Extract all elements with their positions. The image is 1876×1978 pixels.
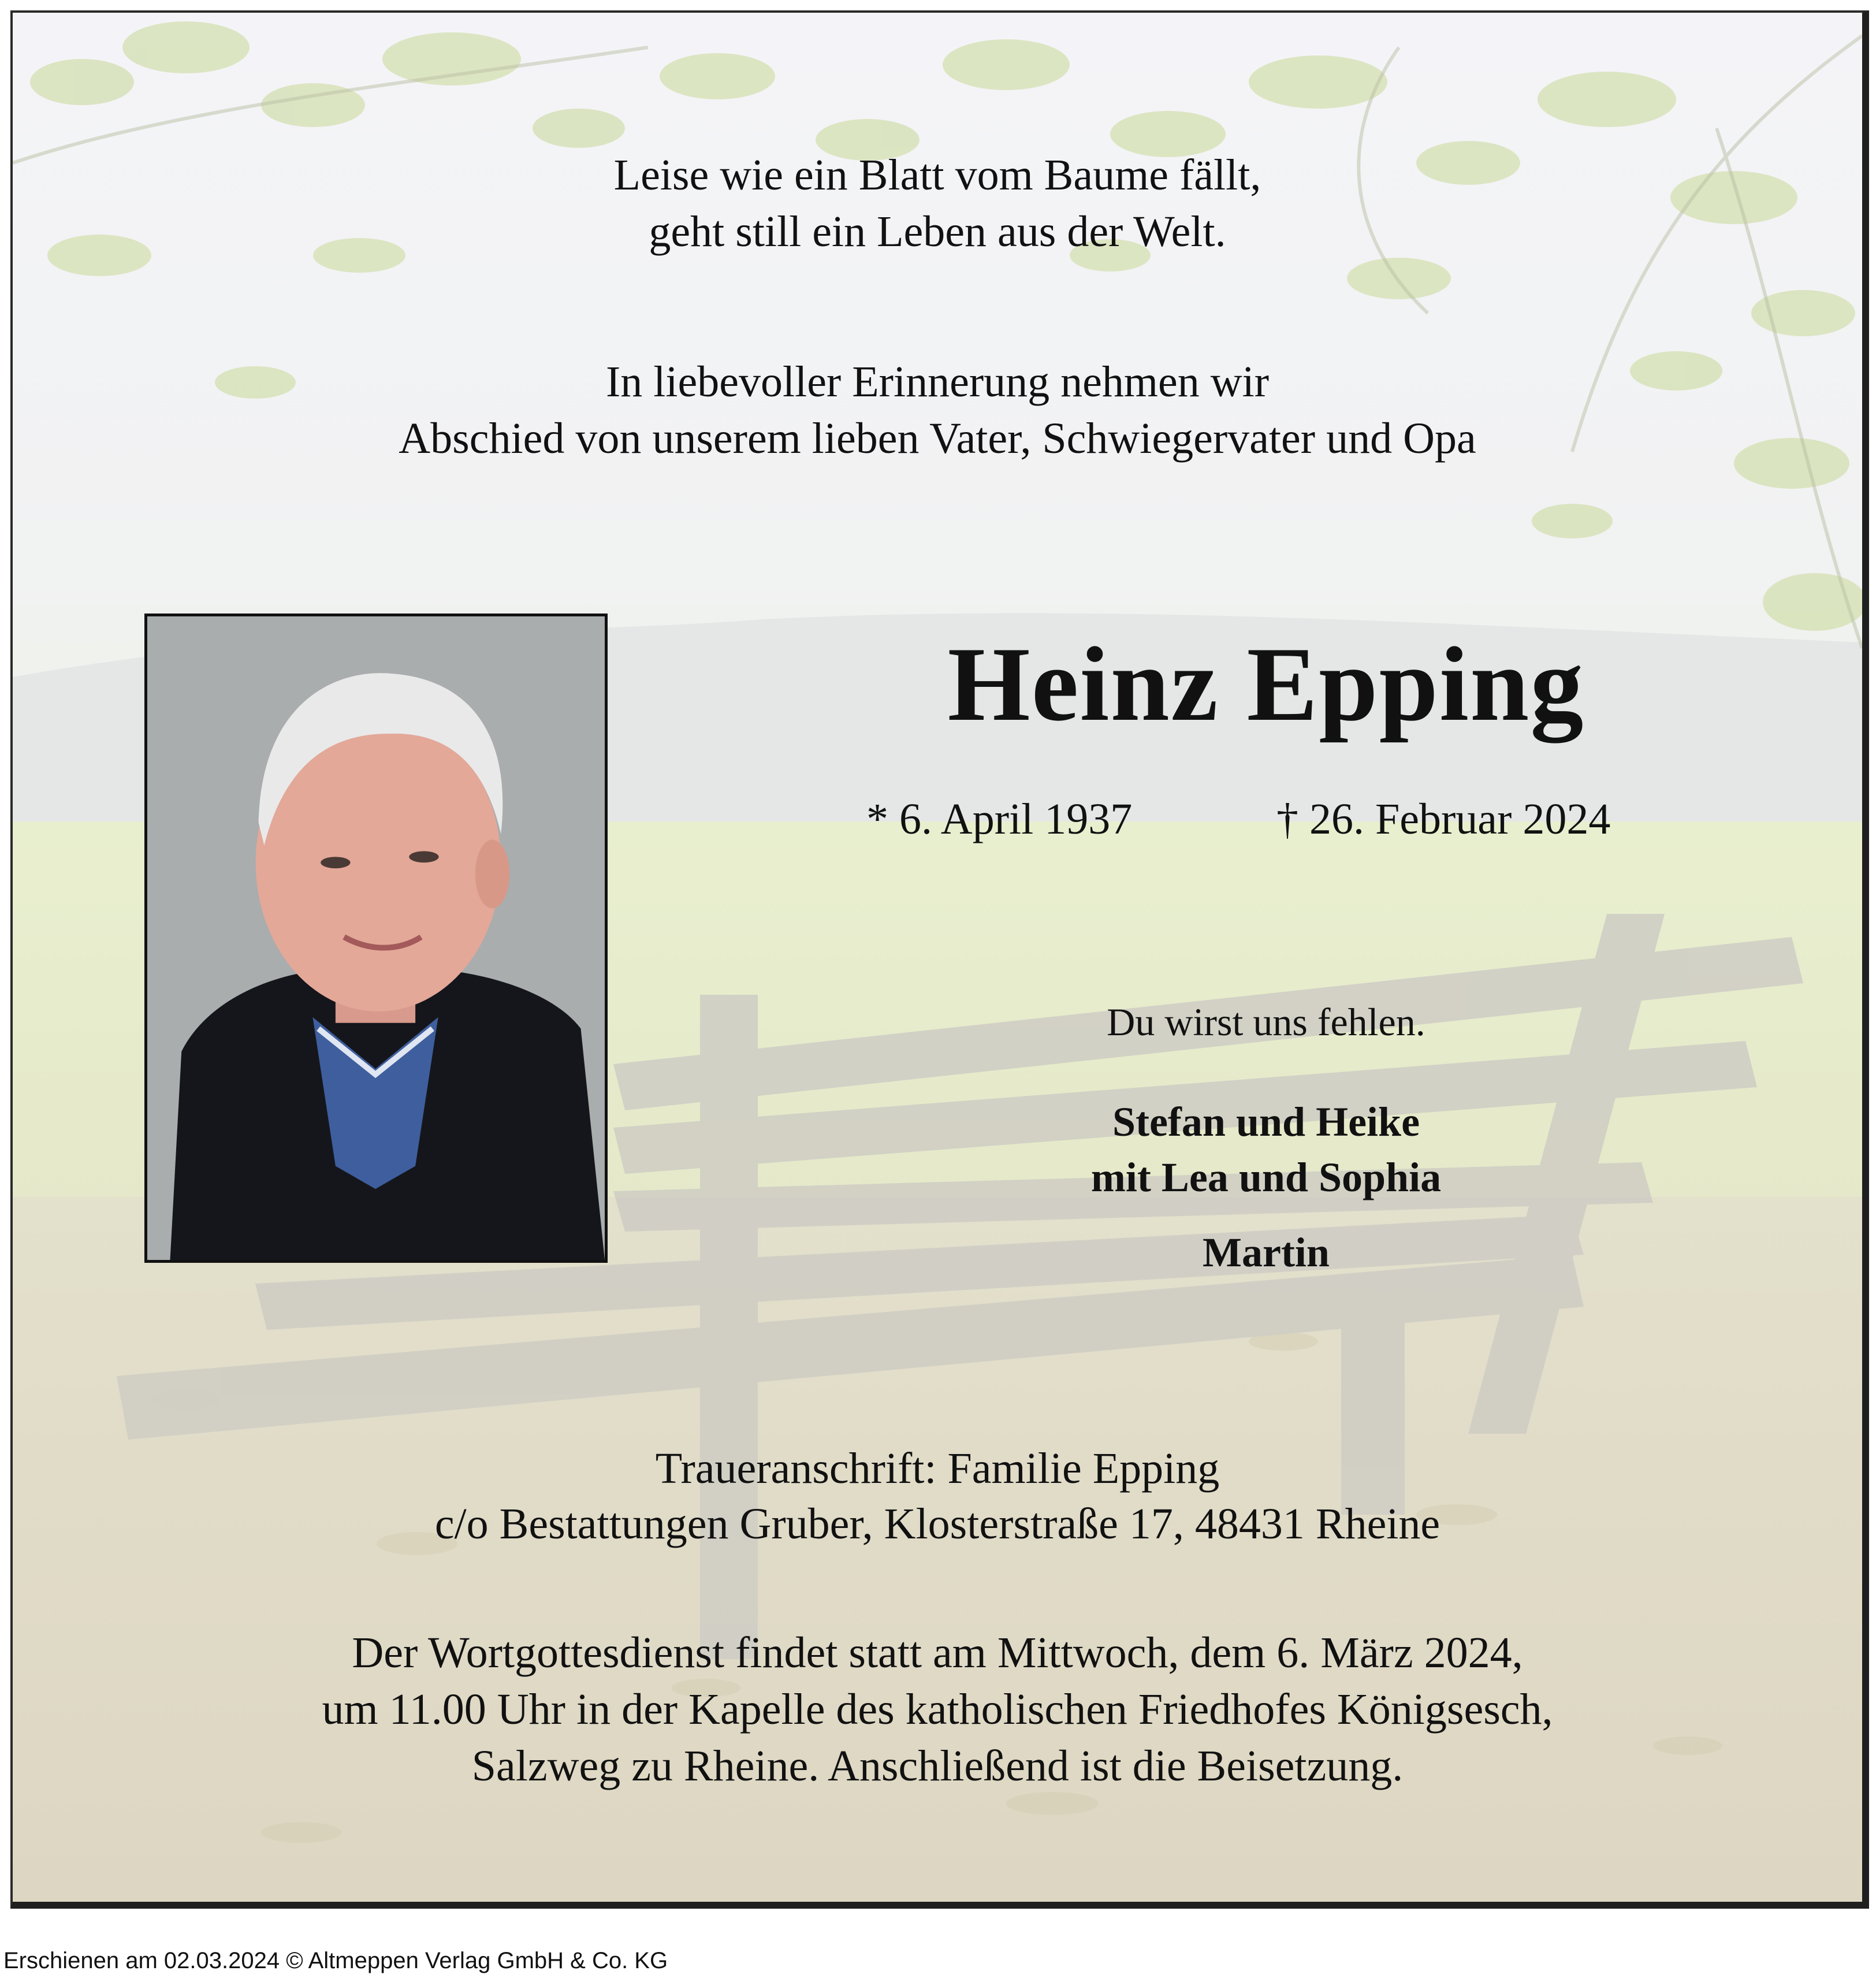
mourners-line-1: Stefan und Heike: [1112, 1099, 1420, 1145]
service-details: [13, 1624, 1862, 1794]
service-line-3: Salzweg zu Rheine. Anschließend ist die Beisetzung.: [471, 1742, 1404, 1790]
intro-line-1: In liebevoller Erinnerung nehmen wir: [605, 358, 1270, 406]
birth-date: * 6. April 1937: [866, 795, 1133, 843]
farewell-intro: [13, 354, 1862, 467]
portrait-image: [147, 616, 605, 1260]
verse-line-1: Leise wie ein Blatt vom Baume fällt,: [613, 151, 1261, 199]
farewell-message: Du wirst uns fehlen.: [1107, 1000, 1425, 1044]
memorial-verse: [13, 147, 1862, 260]
mourners-line-3: Martin: [1203, 1229, 1330, 1276]
mourners-family: [694, 1094, 1838, 1205]
intro-line-2: Abschied von unserem lieben Vater, Schwiegervater und Opa: [399, 414, 1476, 463]
portrait-photo: [144, 614, 608, 1263]
deceased-name: Heinz Epping: [947, 625, 1585, 743]
publication-footer: Erschienen am 02.03.2024 © Altmeppen Verlag GmbH & Co. KG: [3, 1948, 668, 1973]
mourning-address: [13, 1441, 1862, 1552]
obituary-card: [10, 10, 1869, 1909]
verse-line-2: geht still ein Leben aus der Welt.: [649, 207, 1226, 256]
death-date: † 26. Februar 2024: [1276, 795, 1611, 843]
address-line-1: Traueranschrift: Familie Epping: [655, 1444, 1220, 1493]
mourners-line-2: mit Lea und Sophia: [1090, 1154, 1442, 1200]
address-line-2: c/o Bestattungen Gruber, Klosterstraße 17, 48431 Rheine: [434, 1500, 1440, 1548]
service-line-2: um 11.00 Uhr in der Kapelle des katholischen Friedhofes Königsesch,: [322, 1685, 1553, 1734]
service-line-1: Der Wortgottesdienst findet statt am Mittwoch, dem 6. März 2024,: [352, 1628, 1523, 1677]
